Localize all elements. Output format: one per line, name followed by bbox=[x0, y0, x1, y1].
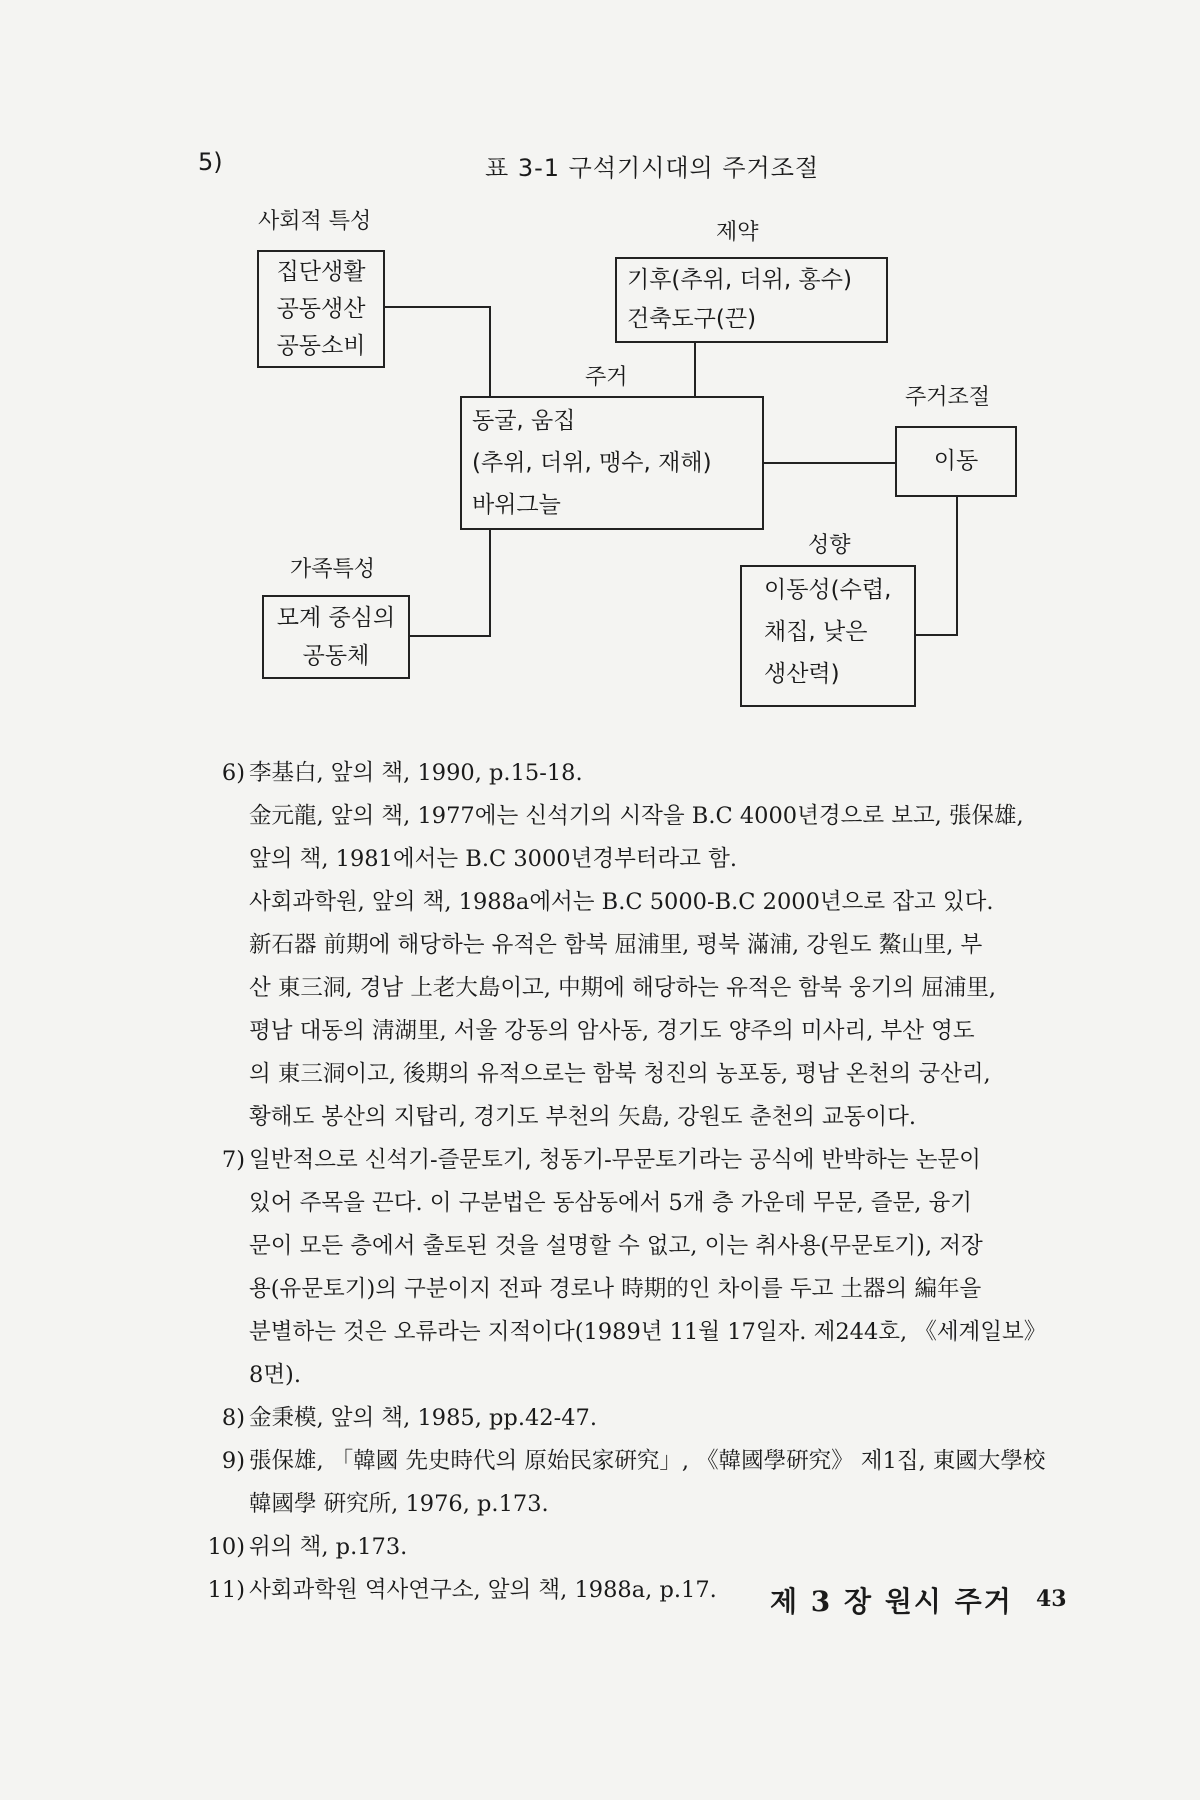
label-social: 사회적 특성 bbox=[258, 209, 372, 234]
footnote-line: 앞의 책, 1981에서는 B.C 3000년경부터라고 함. bbox=[249, 846, 738, 872]
footnote-number: 9) bbox=[221, 1448, 245, 1474]
box-constraint bbox=[615, 257, 888, 343]
figure-title: 표 3-1 구석기시대의 주거조절 bbox=[485, 154, 820, 182]
box-line: 바위그늘 bbox=[472, 492, 561, 518]
footnote-line: 산 東三洞, 경남 上老大島이고, 中期에 해당하는 유적은 함북 웅기의 屈浦里, bbox=[249, 975, 997, 1001]
box-dwelling bbox=[460, 396, 764, 530]
box-line: 건축도구(끈) bbox=[627, 306, 757, 332]
footnote-line: 사회과학원, 앞의 책, 1988a에서는 B.C 5000-B.C 2000년으로 잡고 있다. bbox=[249, 889, 994, 915]
footnote-line: 金元龍, 앞의 책, 1977에는 신석기의 시작을 B.C 4000년경으로 보고, 張保雄, bbox=[249, 803, 1024, 829]
footnote bbox=[205, 1526, 1095, 1569]
label-family: 가족특성 bbox=[290, 557, 376, 582]
box-line: 모계 중심의 bbox=[276, 605, 396, 631]
footnote-line: 있어 주목을 끈다. 이 구분법은 동삼동에서 5개 층 가운데 무문, 즐문, 융기 bbox=[249, 1190, 973, 1216]
label-regulation: 주거조절 bbox=[905, 385, 991, 410]
footnote-line: 韓國學 硏究所, 1976, p.173. bbox=[249, 1491, 549, 1517]
figure-number: 5) bbox=[198, 148, 223, 176]
connector-regulation-tendency bbox=[916, 497, 957, 635]
box-regulation bbox=[895, 426, 1017, 497]
footnote bbox=[205, 1397, 1095, 1440]
footnote-line: 황해도 봉산의 지탑리, 경기도 부천의 矢島, 강원도 춘천의 교동이다. bbox=[249, 1104, 917, 1130]
chapter-title: 제 3 장 원시 주거 bbox=[770, 1585, 1013, 1618]
box-line: 채집, 낮은 bbox=[764, 619, 868, 645]
footnote-line: 의 東三洞이고, 後期의 유적으로는 함북 청진의 농포동, 평남 온천의 궁산리, bbox=[249, 1061, 991, 1087]
label-tendency: 성향 bbox=[808, 533, 851, 558]
footnote bbox=[205, 1139, 1095, 1397]
footnote-number: 7) bbox=[221, 1147, 245, 1173]
footnote-line: 위의 책, p.173. bbox=[249, 1534, 408, 1560]
footnote-number: 8) bbox=[221, 1405, 245, 1431]
footnote-number: 6) bbox=[221, 760, 245, 786]
box-tendency bbox=[740, 565, 916, 707]
label-constraint: 제약 bbox=[716, 220, 759, 245]
footnote bbox=[205, 1440, 1095, 1526]
footnote-number: 10) bbox=[207, 1534, 245, 1560]
footnote-line: 金秉模, 앞의 책, 1985, pp.42-47. bbox=[249, 1405, 598, 1431]
box-line: 이동성(수렵, bbox=[764, 577, 892, 603]
footnote-line: 평남 대동의 淸湖里, 서울 강동의 암사동, 경기도 양주의 미사리, 부산 영도 bbox=[249, 1018, 975, 1044]
footnote-line: 용(유문토기)의 구분이지 전파 경로나 時期的인 차이를 두고 土器의 編年을 bbox=[249, 1276, 982, 1302]
box-line: 공동소비 bbox=[276, 333, 366, 359]
footnotes bbox=[205, 752, 1095, 1612]
footnote-line: 新石器 前期에 해당하는 유적은 함북 屈浦里, 평북 滿浦, 강원도 鰲山里, 부 bbox=[249, 932, 983, 958]
footnote-line: 張保雄, 「韓國 先史時代의 原始民家硏究」, 《韓國學硏究》 제1집, 東國大學校 bbox=[249, 1448, 1046, 1474]
box-line: 공동생산 bbox=[276, 296, 366, 322]
box-line: 집단생활 bbox=[276, 259, 366, 285]
connector-social-dwelling bbox=[385, 307, 490, 396]
footnote-line: 일반적으로 신석기-즐문토기, 청동기-무문토기라는 공식에 반박하는 논문이 bbox=[249, 1147, 981, 1173]
box-line: 공동체 bbox=[302, 643, 370, 669]
box-line: 이동 bbox=[933, 448, 979, 474]
footnote-line: 문이 모든 층에서 출토된 것을 설명할 수 없고, 이는 취사용(무문토기), 저장 bbox=[249, 1233, 983, 1259]
box-line: 기후(추위, 더위, 홍수) bbox=[627, 267, 852, 293]
footnote-line: 분별하는 것은 오류라는 지적이다(1989년 11월 17일자. 제244호, 《세계일보》 bbox=[249, 1319, 1047, 1345]
footnote-line: 李基白, 앞의 책, 1990, p.15-18. bbox=[249, 760, 583, 786]
label-dwelling: 주거 bbox=[585, 365, 628, 390]
connector-dwelling-family bbox=[410, 530, 490, 636]
box-line: 동굴, 움집 bbox=[472, 408, 576, 434]
page-number: 43 bbox=[1036, 1586, 1067, 1612]
box-social bbox=[257, 250, 385, 368]
box-line: (추위, 더위, 맹수, 재해) bbox=[472, 450, 712, 476]
footnote-number: 11) bbox=[207, 1577, 245, 1603]
box-line: 생산력) bbox=[764, 661, 840, 687]
box-family bbox=[262, 595, 410, 679]
footnote-line: 8면). bbox=[249, 1362, 301, 1388]
footnote bbox=[205, 752, 1095, 1139]
footnote-line: 사회과학원 역사연구소, 앞의 책, 1988a, p.17. bbox=[249, 1577, 717, 1603]
